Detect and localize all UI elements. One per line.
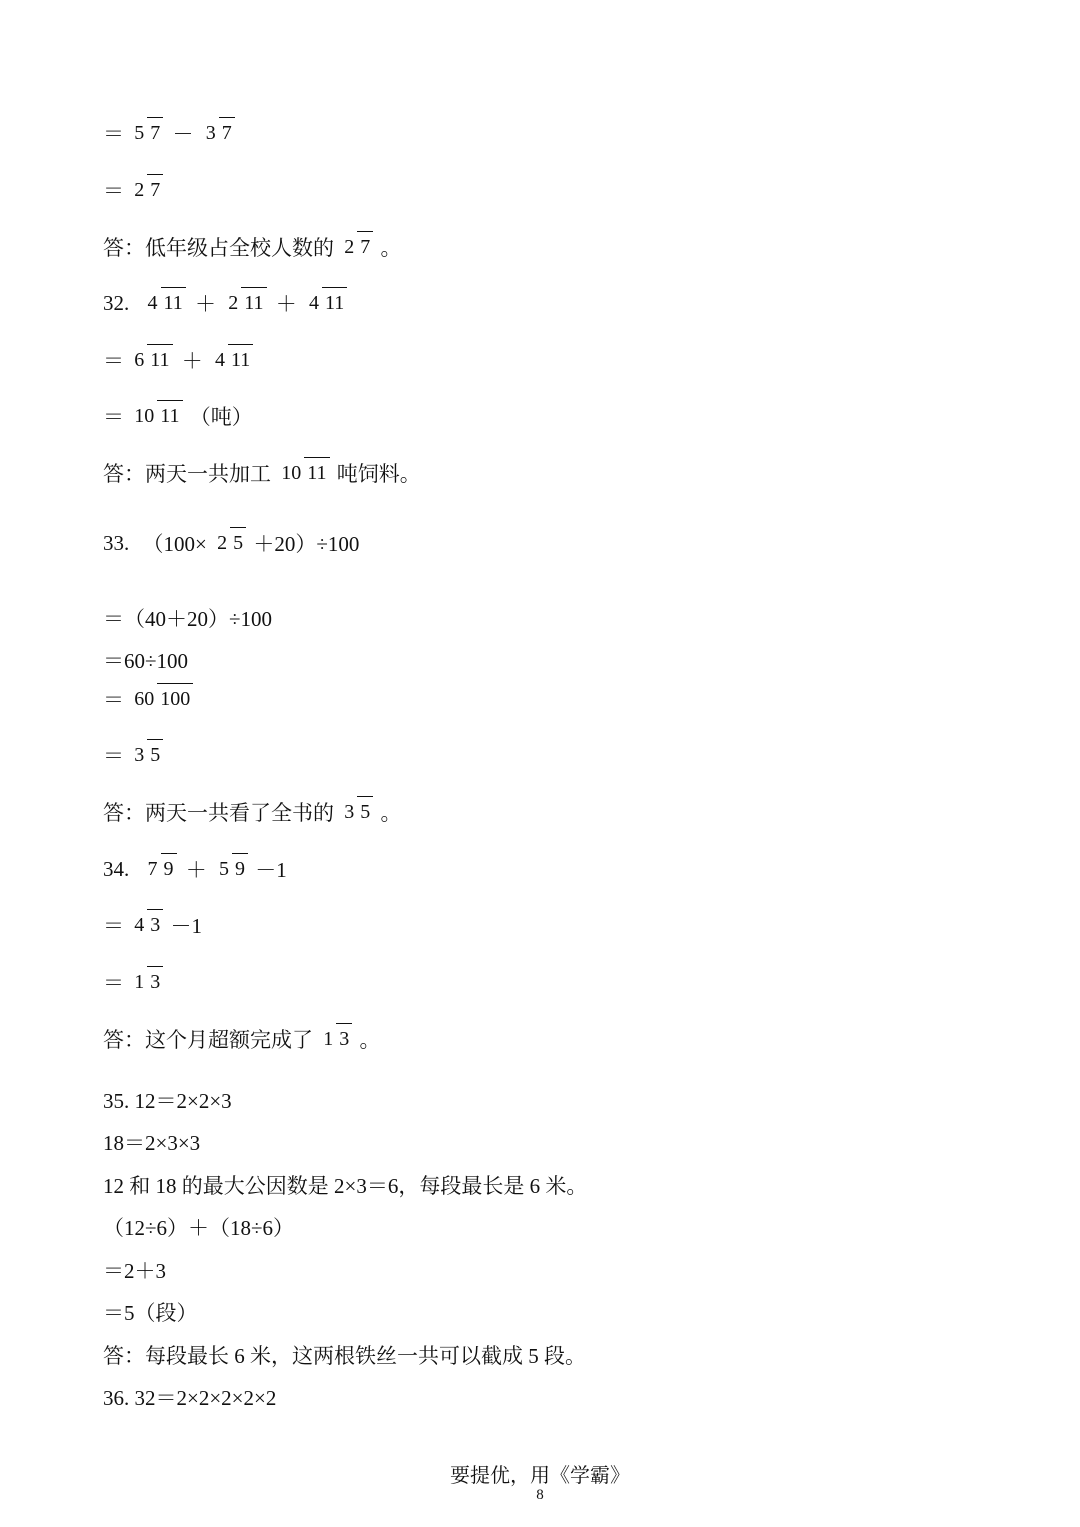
text-line: 12 和 18 的最大公因数是 2×3＝6，每段最长是 6 米。 xyxy=(103,1174,588,1198)
answer-line: 答：两天一共看了全书的 3 5 。 xyxy=(103,797,402,827)
fraction: 10 11 xyxy=(131,406,182,426)
page-number: 8 xyxy=(536,1487,544,1503)
math-line: ＝ 10 11 （吨） xyxy=(103,401,253,431)
math-line: ＝ 60 100 xyxy=(103,684,195,714)
fraction: 3 5 xyxy=(341,802,373,822)
fraction: 5 9 xyxy=(216,859,248,879)
fraction: 2 5 xyxy=(214,533,246,553)
fraction: 2 11 xyxy=(225,293,266,313)
answer-line: 答：这个月超额完成了 1 3 。 xyxy=(103,1024,381,1054)
fraction: 2 7 xyxy=(341,237,373,257)
answer-line: 答：低年级占全校人数的 2 7 。 xyxy=(103,232,402,262)
fraction: 4 11 xyxy=(212,350,253,370)
fraction: 4 11 xyxy=(145,293,186,313)
fraction: 3 7 xyxy=(203,123,235,143)
math-line: ＝ 6 11 ＋ 4 11 xyxy=(103,345,255,375)
math-line: ＝ 1 3 xyxy=(103,967,165,997)
math-line: ＝ 4 3 －1 xyxy=(103,910,202,940)
fraction: 4 3 xyxy=(131,915,163,935)
footer-slogan: 要提优，用《学霸》 xyxy=(450,1465,630,1487)
fraction: 6 11 xyxy=(131,350,172,370)
question-36-line: 36. 32＝2×2×2×2×2 xyxy=(103,1386,277,1410)
math-line: ＝ 3 5 xyxy=(103,740,165,770)
question-33-line: 33. （100× 2 5 ＋20）÷100 xyxy=(103,528,359,558)
math-line: ＝ 2 7 xyxy=(103,175,165,205)
math-line: ＝ 5 7 － 3 7 xyxy=(103,118,237,148)
answer-line: 答：两天一共加工 10 11 吨饲料。 xyxy=(103,458,421,488)
math-line: 18＝2×3×3 xyxy=(103,1131,201,1155)
math-line: ＝（40＋20）÷100 xyxy=(103,607,273,631)
fraction: 4 11 xyxy=(306,293,347,313)
fraction: 5 7 xyxy=(131,123,163,143)
fraction: 1 3 xyxy=(131,972,163,992)
question-35-line: 35. 12＝2×2×3 xyxy=(103,1089,232,1113)
question-34-line: 34. 7 9 ＋ 5 9 －1 xyxy=(103,854,287,884)
math-line: ＝5（段） xyxy=(103,1301,198,1325)
fraction: 2 7 xyxy=(131,180,163,200)
answer-line: 答：每段最长 6 米，这两根铁丝一共可以截成 5 段。 xyxy=(103,1344,586,1368)
fraction: 60 100 xyxy=(131,689,193,709)
fraction: 7 9 xyxy=(145,859,177,879)
fraction: 3 5 xyxy=(131,745,163,765)
fraction: 10 11 xyxy=(278,463,329,483)
math-line: ＝60÷100 xyxy=(103,649,189,673)
math-line: ＝2＋3 xyxy=(103,1259,166,1283)
math-line: （12÷6）＋（18÷6） xyxy=(103,1216,295,1240)
question-32-line: 32. 4 11 ＋ 2 11 ＋ 4 11 xyxy=(103,288,349,318)
fraction: 1 3 xyxy=(320,1029,352,1049)
